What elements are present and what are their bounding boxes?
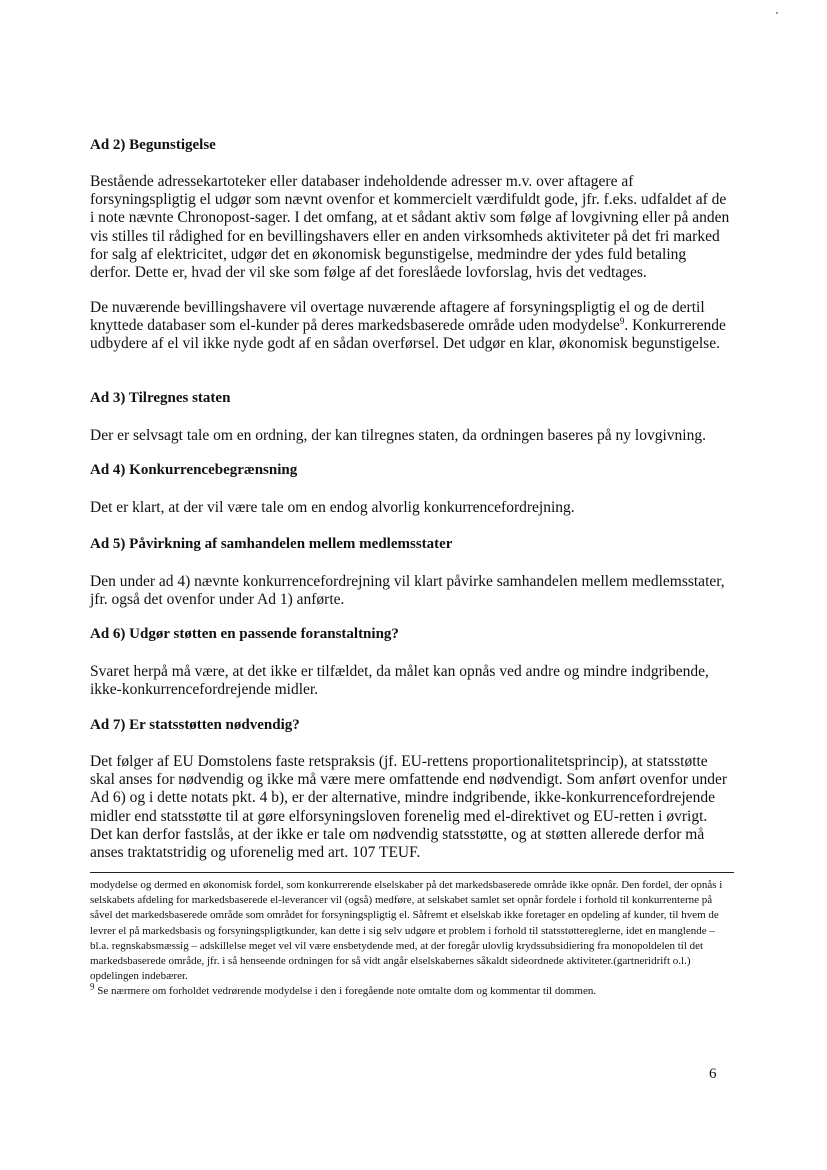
section-ad7: [90, 716, 730, 734]
section-ad2: [90, 136, 730, 154]
paragraph-text: . Konkurrerende udbydere af el vil ikke nyde godt af en sådan overførsel. Det udgør en klar, økonomisk begunstigelse.: [90, 317, 726, 353]
section-heading: Ad 3) Tilregnes staten: [90, 390, 231, 406]
scan-speck: [776, 12, 778, 14]
section-ad6: [90, 625, 730, 643]
section-ad7-paragraph: [90, 753, 730, 862]
section-ad3: [90, 389, 730, 407]
body-paragraph: Bestående adressekartoteker eller databaser indeholdende adresser m.v. over aftagere af forsyningspligtig el udgør som nævnt ovenfor et kommercielt værdifuldt gode, jfr. f.eks. udfaldet af de i note nævnte Chronopost-sager. I det omfang, at et sådant aktiv som følge af lovgivning eller på anden vis stilles til rådighed for en bevillingshavers eller en anden virksomheds aktiviteter på det fri marked for salg af elektricitet, udgør det en økonomisk begunstigelse, medmindre der ydes fuld betaling derfor. Dette er, hvad der vil ske som følge af det foreslåede lovforslag, hvis det vedtages.: [90, 173, 730, 282]
body-paragraph: Det følger af EU Domstolens faste retspraksis (jf. EU-rettens proportionalitetsprincip), at statsstøtte skal anses for nødvendig og ikke må være mere omfattende end nødvendigt. Som anført ovenfor under Ad 6) og i dette notats pkt. 4 b), er der alternative, mindre indgribende, ikke-konkurrencefordrejende midler end statsstøtte til at gøre elforsyningsloven forenelig med el-direktivet og EU-retten i øvrigt. Det kan derfor fastslås, at der ikke er tale om nødvendig statsstøtte, og at støtten allerede derfor må anses traktatstridig og uforenelig med art. 107 TEUF.: [90, 753, 728, 862]
section-ad3-paragraph: [90, 427, 730, 445]
body-paragraph: Det er klart, at der vil være tale om en endog alvorlig konkurrencefordrejning.: [90, 499, 575, 516]
footnote-text: Se nærmere om forholdet vedrørende modydelse i den i foregående note omtalte dom og kommentar til dommen.: [97, 985, 597, 998]
footnote-9: [90, 981, 730, 999]
section-heading: Ad 6) Udgør støtten en passende foranstaltning?: [90, 626, 399, 642]
section-ad2-paragraph-1: [90, 173, 730, 282]
section-heading: Ad 2) Begunstigelse: [90, 137, 216, 153]
body-paragraph: Den under ad 4) nævnte konkurrencefordrejning vil klart påvirke samhandelen mellem medlemsstater, jfr. også det ovenfor under Ad 1) anførte.: [90, 573, 725, 609]
section-ad6-paragraph: [90, 663, 730, 699]
section-ad5: [90, 535, 730, 553]
footnote-continued: modydelse og dermed en økonomisk fordel, som konkurrerende elselskaber på det markedsbaserede område ikke opnår. Den fordel, der opnås i selskabets afdeling for markedsbaserede el-leverancer vil (også) medføre, at selskabet samlet set opnår fordele i forhold til konkurrenterne på såvel det markedsbaserede område som området for forsyningspligtig el. Såfremt et elselskab ikke foretager en opdeling af kunder, til hvem de levrer el på markedsbasis og forsyningspligtkunder, kan dette i sig selv udgøre et problem i forhold til statsstøttereglerne, idet en manglende – bl.a. regnskabsmæssig – adskillelse meget vel vil være ensbetydende med, at der foregår ulovlig krydssubsidiering fra monopoldelen til det markedsbaserede område, jfr. i så henseende ordningen for så vidt angår elselskabernes såkaldt sideordnede aktiviteter.(gartneridrift o.l.) opdelingen indebærer.: [90, 879, 723, 983]
section-heading: Ad 5) Påvirkning af samhandelen mellem medlemsstater: [90, 536, 453, 552]
section-heading: Ad 4) Konkurrencebegrænsning: [90, 462, 298, 478]
section-heading: Ad 7) Er statsstøtten nødvendig?: [90, 717, 300, 733]
section-ad2-paragraph-2: [90, 299, 730, 354]
section-ad4-paragraph: [90, 499, 730, 517]
body-paragraph: Der er selvsagt tale om en ordning, der kan tilregnes staten, da ordningen baseres på ny lovgivning.: [90, 427, 706, 444]
footnotes: [90, 878, 730, 1000]
section-ad5-paragraph: [90, 573, 730, 609]
body-paragraph: Svaret herpå må være, at det ikke er tilfældet, da målet kan opnås ved andre og mindre indgribende, ikke-konkurrencefordrejende midler.: [90, 663, 709, 699]
section-ad4: [90, 461, 730, 479]
footnote-divider: [90, 872, 734, 873]
paragraph-text: De nuværende bevillingshavere vil overtage nuværende aftagere af forsyningspligtig el og de dertil knyttede databaser som el-kunder på deres markedsbaserede område uden modydelse: [90, 299, 705, 335]
footnote-number: 9: [90, 981, 95, 992]
page-number: 6: [709, 1066, 717, 1082]
body-paragraph: [90, 299, 730, 354]
footnote-reference: 9: [619, 316, 625, 327]
